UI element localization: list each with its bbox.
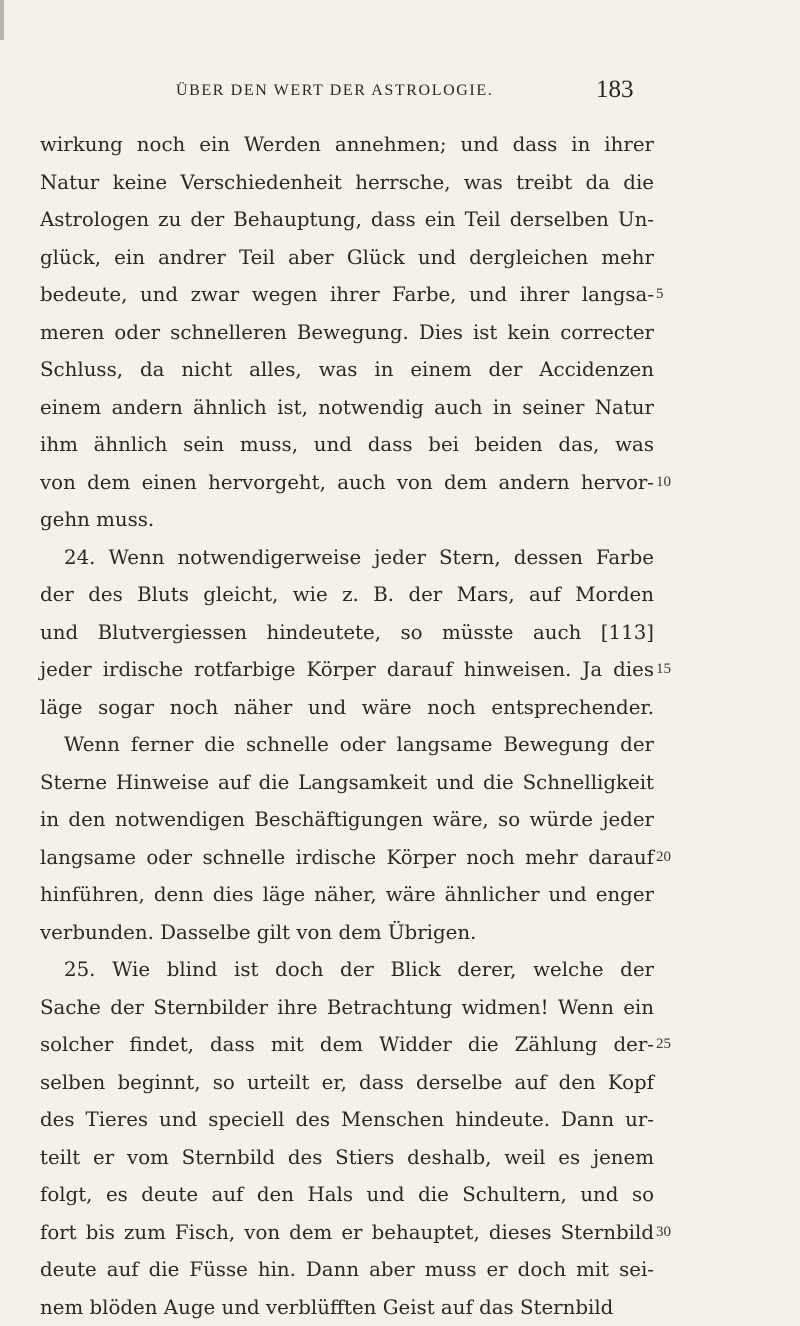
line-text: und Blutvergiessen hindeutete, so müsste auch [113] [40,614,654,652]
line-text: jeder irdische rotfarbige Körper darauf hinweisen. Ja dies [40,651,654,689]
line-text: meren oder schnelleren Bewegung. Dies ist kein correcter [40,314,654,352]
text-line [40,464,654,502]
text-line [40,839,654,877]
text-line [40,239,654,277]
line-text: Schluss, da nicht alles, was in einem der Accidenzen [40,351,654,389]
line-text: bedeute, und zwar wegen ihrer Farbe, und ihrer langsa- [40,276,654,314]
line-text: Natur keine Verschiedenheit herrsche, was treibt da die [40,164,654,202]
page-header [0,76,800,106]
text-line [40,539,654,577]
page-number: 183 [596,76,634,104]
text-body [40,126,654,1326]
text-line [40,1139,654,1177]
text-line [40,651,654,689]
line-number: 10 [656,464,671,502]
line-number: 5 [656,276,664,314]
line-number: 20 [656,839,671,877]
text-line [40,314,654,352]
text-line [40,1214,654,1252]
line-text: Sache der Sternbilder ihre Betrachtung widmen! Wenn ein [40,989,654,1027]
text-line [40,276,654,314]
line-text: langsame oder schnelle irdische Körper noch mehr darauf [40,839,654,877]
text-line [40,1289,654,1326]
text-line [40,689,654,727]
line-text: Astrologen zu der Behauptung, dass ein Teil derselben Un- [40,201,654,239]
text-line [40,989,654,1027]
text-line [40,614,654,652]
line-text: deute auf die Füsse hin. Dann aber muss er doch mit sei- [40,1251,654,1289]
line-text: hinführen, denn dies läge näher, wäre ähnlicher und enger [40,876,654,914]
line-text: solcher findet, dass mit dem Widder die Zählung der- [40,1026,654,1064]
running-head: ÜBER DEN WERT DER ASTROLOGIE. [176,82,493,100]
line-text: fort bis zum Fisch, von dem er behauptet, dieses Sternbild [40,1214,654,1252]
text-line [40,501,654,539]
text-line [40,351,654,389]
text-line [40,951,654,989]
text-line [40,764,654,802]
text-line [40,1251,654,1289]
text-line [40,576,654,614]
text-line [40,1176,654,1214]
line-text: Sterne Hinweise auf die Langsamkeit und die Schnelligkeit [40,764,654,802]
line-text: einem andern ähnlich ist, notwendig auch in seiner Natur [40,389,654,427]
text-line [40,726,654,764]
text-line [40,876,654,914]
line-text: läge sogar noch näher und wäre noch entsprechender. [40,689,654,727]
line-text: selben beginnt, so urteilt er, dass derselbe auf den Kopf [40,1064,654,1102]
text-line [40,389,654,427]
line-text: gehn muss. [40,501,154,539]
line-text: nem blöden Auge und verblüfften Geist auf das Sternbild [40,1289,613,1326]
line-text: verbunden. Dasselbe gilt von dem Übrigen. [40,914,476,952]
line-text: 24. Wenn notwendigerweise jeder Stern, dessen Farbe [40,539,654,577]
line-text: der des Bluts gleicht, wie z. B. der Mars, auf Morden [40,576,654,614]
line-text: folgt, es deute auf den Hals und die Schultern, und so [40,1176,654,1214]
line-text: ihm ähnlich sein muss, und dass bei beiden das, was [40,426,654,464]
text-line [40,1026,654,1064]
line-number: 30 [656,1214,671,1252]
text-line [40,426,654,464]
line-text: von dem einen hervorgeht, auch von dem andern hervor- [40,464,654,502]
scan-edge [0,0,4,40]
line-text: wirkung noch ein Werden annehmen; und dass in ihrer [40,126,654,164]
line-number: 25 [656,1026,671,1064]
text-line [40,1101,654,1139]
text-line [40,126,654,164]
line-text: des Tieres und speciell des Menschen hindeute. Dann ur- [40,1101,654,1139]
text-line [40,201,654,239]
line-text: teilt er vom Sternbild des Stiers deshalb, weil es jenem [40,1139,654,1177]
line-number: 15 [656,651,671,689]
text-line [40,914,654,952]
line-text: glück, ein andrer Teil aber Glück und dergleichen mehr [40,239,654,277]
line-text: Wenn ferner die schnelle oder langsame Bewegung der [40,726,654,764]
text-line [40,1064,654,1102]
line-text: in den notwendigen Beschäftigungen wäre, so würde jeder [40,801,654,839]
text-line [40,164,654,202]
line-text: 25. Wie blind ist doch der Blick derer, welche der [40,951,654,989]
text-line [40,801,654,839]
